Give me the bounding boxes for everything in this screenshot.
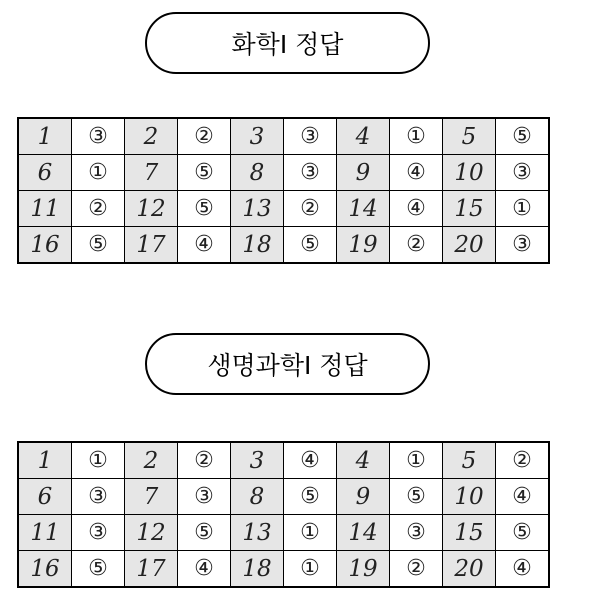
question-number: 13 <box>231 515 284 551</box>
table-row <box>18 551 549 588</box>
answer-choice: ③ <box>390 515 443 551</box>
question-number: 12 <box>125 191 178 227</box>
question-number: 15 <box>443 515 496 551</box>
answer-choice: ③ <box>178 479 231 515</box>
question-number: 1 <box>18 118 72 155</box>
answer-choice: ② <box>390 551 443 588</box>
answer-choice: ② <box>284 191 337 227</box>
answer-choice: ④ <box>496 479 550 515</box>
answer-choice: ① <box>390 442 443 479</box>
answer-choice: ④ <box>178 227 231 264</box>
answer-choice: ① <box>390 118 443 155</box>
answer-choice: ⑤ <box>496 515 550 551</box>
table-row <box>18 442 549 479</box>
question-number: 6 <box>18 155 72 191</box>
answer-choice: ⑤ <box>496 118 550 155</box>
answer-choice: ⑤ <box>284 227 337 264</box>
question-number: 13 <box>231 191 284 227</box>
question-number: 2 <box>125 118 178 155</box>
question-number: 3 <box>231 442 284 479</box>
life-science-answer-title <box>145 333 430 395</box>
answer-choice: ① <box>72 442 125 479</box>
answer-choice: ① <box>284 515 337 551</box>
question-number: 2 <box>125 442 178 479</box>
question-number: 3 <box>231 118 284 155</box>
question-number: 9 <box>337 155 390 191</box>
question-number: 8 <box>231 479 284 515</box>
question-number: 17 <box>125 227 178 264</box>
answer-choice: ⑤ <box>390 479 443 515</box>
answer-choice: ③ <box>72 515 125 551</box>
chemistry-answer-title <box>145 12 430 74</box>
table-row <box>18 479 549 515</box>
answer-choice: ④ <box>178 551 231 588</box>
chemistry-title-text: 화학Ⅰ 정답 <box>231 30 344 59</box>
question-number: 14 <box>337 515 390 551</box>
answer-choice: ③ <box>496 155 550 191</box>
answer-choice: ⑤ <box>72 551 125 588</box>
question-number: 17 <box>125 551 178 588</box>
answer-choice: ② <box>390 227 443 264</box>
question-number: 18 <box>231 227 284 264</box>
question-number: 1 <box>18 442 72 479</box>
question-number: 11 <box>18 515 72 551</box>
life-science-answer-table <box>17 441 550 588</box>
answer-choice: ② <box>72 191 125 227</box>
question-number: 9 <box>337 479 390 515</box>
question-number: 4 <box>337 118 390 155</box>
answer-choice: ⑤ <box>178 191 231 227</box>
answer-choice: ④ <box>390 155 443 191</box>
answer-choice: ⑤ <box>178 155 231 191</box>
answer-choice: ⑤ <box>178 515 231 551</box>
table-row <box>18 191 549 227</box>
question-number: 14 <box>337 191 390 227</box>
answer-choice: ③ <box>284 155 337 191</box>
answer-choice: ② <box>496 442 550 479</box>
table-row <box>18 118 549 155</box>
answer-choice: ② <box>178 442 231 479</box>
question-number: 19 <box>337 551 390 588</box>
question-number: 6 <box>18 479 72 515</box>
table-row <box>18 155 549 191</box>
answer-choice: ④ <box>496 551 550 588</box>
question-number: 16 <box>18 227 72 264</box>
question-number: 16 <box>18 551 72 588</box>
question-number: 19 <box>337 227 390 264</box>
question-number: 4 <box>337 442 390 479</box>
answer-choice: ⑤ <box>284 479 337 515</box>
question-number: 10 <box>443 155 496 191</box>
answer-choice: ③ <box>284 118 337 155</box>
answer-choice: ③ <box>72 118 125 155</box>
answer-choice: ① <box>284 551 337 588</box>
chemistry-answer-table <box>17 117 550 264</box>
question-number: 11 <box>18 191 72 227</box>
question-number: 8 <box>231 155 284 191</box>
answer-choice: ③ <box>72 479 125 515</box>
question-number: 10 <box>443 479 496 515</box>
question-number: 5 <box>443 118 496 155</box>
question-number: 18 <box>231 551 284 588</box>
question-number: 15 <box>443 191 496 227</box>
table-row <box>18 515 549 551</box>
question-number: 7 <box>125 155 178 191</box>
answer-choice: ③ <box>496 227 550 264</box>
table-row <box>18 227 549 264</box>
question-number: 20 <box>443 227 496 264</box>
question-number: 5 <box>443 442 496 479</box>
question-number: 12 <box>125 515 178 551</box>
question-number: 7 <box>125 479 178 515</box>
answer-choice: ① <box>72 155 125 191</box>
life-science-title-text: 생명과학Ⅰ 정답 <box>207 351 368 380</box>
answer-choice: ② <box>178 118 231 155</box>
answer-choice: ④ <box>284 442 337 479</box>
answer-choice: ① <box>496 191 550 227</box>
answer-choice: ④ <box>390 191 443 227</box>
question-number: 20 <box>443 551 496 588</box>
answer-choice: ⑤ <box>72 227 125 264</box>
